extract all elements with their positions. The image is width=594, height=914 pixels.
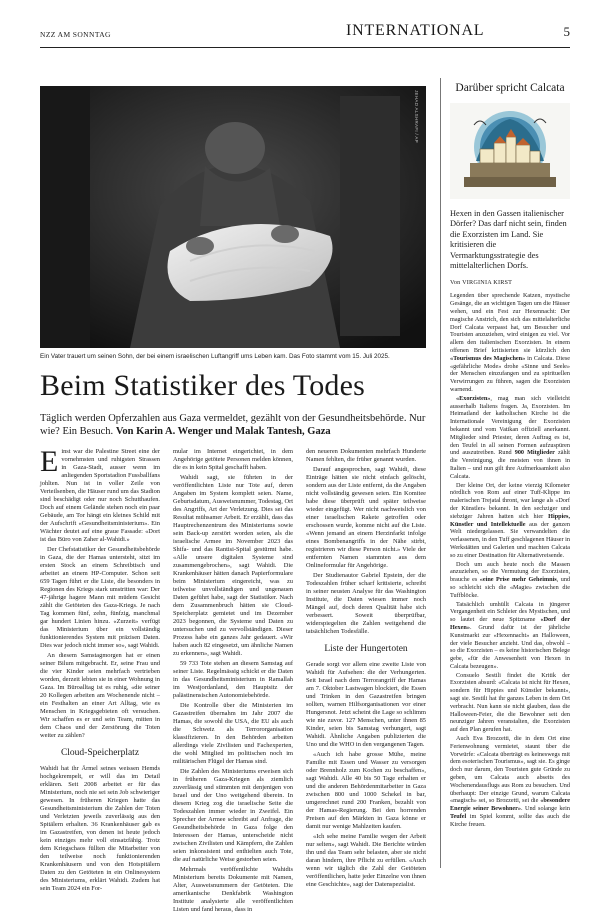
photo-caption: Ein Vater trauert um seinen Sohn, der bei einem israelischen Luftangriff ums Leben kam. Das Foto stammt vom 15. Juli 2025. [40, 353, 390, 360]
paragraph: Der kleine Ort, der keine vierzig Kilometer nördlich von Rom auf einer Tuff-Klippe im malerischen Trejatal thront, war lange als «Dorf der Künstler» bekannt. In den sechziger und siebziger Jahren hatten sich hier Hippies, Künstler und Intellektuelle aus der ganzen Welt niedergelassen. Sie verwandelten die verlassenen, in den Tuff geschlagenen Häuser in Werkstätten und Galerien und machten Calcata so zu einer Destination für Alternativreisende. [450, 481, 571, 559]
calcata-illustration [450, 103, 570, 199]
publication-name: NZZ AM SONNTAG [40, 30, 111, 39]
subheading: Liste der Hungertoten [324, 644, 408, 654]
paragraph: Tatsächlich umhüllt Calcata in jüngerer Vergangenheit ein Schleier des Mystischen, und so lautet der neue Spitzname «Dorf der Hexen». Grund dafür ist der jährliche Kunstmarkt zur «Hexennacht» an Halloween, der viele Besucher anzieht. Und das, obwohl – so die Exorzisten – es keine historischen Belege gebe, «für die Anwesenheit von Hexen in Calcata bezeugen». [450, 600, 570, 670]
sidebar-author: Von VIRGINIA KIRST [450, 279, 513, 287]
paragraph: Doch um auch heute noch die Massen anzuziehen, so die Vermutung der Exorzisten, brauche es «eine Prise mehr Geheimnis, und so schleicht sich die «Magie» zwischen die Tuffblöcke. [450, 560, 571, 599]
sidebar [450, 82, 571, 828]
paragraph: den neueren Dokumenten mehrfach Hunderte Namen fehlten, die früher genannt wurden. [306, 448, 426, 463]
paragraph: «Auch ich habe grosse Mühe, meine Familie mit Essen und Wasser zu versorgen oder Brennholz zum Kochen zu beschaffen», sagt Wahidi. Alle 40 bis 50 Tage erhalten er und die anderen Behördenmitarbeiter in Gaza zwischen 800 und 1000 Schekel in bar, umgerechnet rund 200 Franken, bezahlt von der Hamas-Regierung. Bei den horrenden Preisen auf den Märkten in Gaza könne er damit nur wenige Mahlzeiten kaufen. [306, 751, 426, 830]
paragraph: Auch Eva Brozzetti, die in dem Ort eine Ferienwohnung vermietet, staunt über die Vorwürfe: «Calcata überträgt es keineswegs mit dem esoterischen Tourismus», sagt sie. Es ginge doch nur darum, den Touristen gute Gründe zu geben, um Calcata auch abseits des Wochenendausflugs aus Rom zu besuchen. Und überhaupt: Der einzige Grund, warum Calcata «magisch» sei, so Brozzetti, sei die «besondere Energie seiner Bewohner». Und solange kein Teufel im Spiel kommt, sollte das auch die Kirche freuen. [450, 735, 571, 828]
deck-text: Täglich werden Opferzahlen aus Gaza vermeldet, gezählt von der Gesundheitsbehörde. Nur wie? Ein Besuch. [40, 413, 426, 437]
paragraph: Der Chefstatistiker der Gesundheitsbehörde in Gaza, die der Hamas untersteht, sitzt im ersten Stock an einem Schreibtisch und arbeitet an einem HP-Computer. Schon seit 659 Tagen führt er die Liste, die besonders in Regionen des Kriegs stark umstritten war: Der 47-jährige hagere Mann mit müdem Gesicht zählt die Getöteten des Gaza-Kriegs. Je nach Tag kommen fünf, zehn, fünfzig, manchmal gar hundert Linien hinzu. «Zurzeit» verfügt das Ministerium über ein vollständig funktionierendes System mit präzisen Daten. Dies war jedoch nicht immer so», sagt Wahidi. [40, 546, 160, 649]
sidebar-kicker: Darüber spricht Calcata [455, 82, 565, 94]
paragraph: Die Kontrolle über die Ministerien im Gazastreifen übernahm im Jahr 2007 die Hamas, die sowohl die USA, die EU als auch die Schweiz als Terrororganisation klassifizieren. In den Behörden arbeiten allerdings viele Zivilisten und Fachexperten, die wohl Mitglied im politischen noch im militärischen Flügel der Hamas sind. [173, 702, 293, 765]
section-title: INTERNATIONAL [346, 22, 485, 39]
paragraph: Wahidi sagt, sie führten in der veröffentlichten Liste nur Tote auf, deren Angaben im System komplett seien. Name, Geburtsdatum, Ausweisnummer, Todestag, Ort des Angriffs, Art der Verletzung. Dies sei das Resultat mühsamer Arbeit. Er erzählt, dass das Hauptrechenzentrum des Ministeriums sowie sein Back-up zerstört worden seien, als die israelische Armee im November 2023 das Shifa- und das Rantisi-Spital gestürmt habe. «Alle unsere digitalen Systeme sind zusammengebrochen», sagt Wahidi. Die Krankenhäuser hätten danach Papierformulare beim Ministerium eingereicht, was zu teilweise unvollständigen und ungenauen Daten geführt habe, sagt der Statistiker. Nach dem Zusammenbruch hätten sie Cloud-Speicherplatz gemietet und im Dezember 2023 begonnen, die Systeme und Daten zu untersuchen und zu vervollständigen. Dieser Prozess habe ein ganzes Jahr gedauert. «Wir haben auch 82 eingesetzt, um ähnliche Namen zu erkennen», sagt Wahidi. [173, 474, 293, 657]
sidebar-deck: Hexen in den Gassen italienischer Dörfer? Das darf nicht sein, finden die Exorzisten im Land. Sie kritisieren die Vermarktungsstrategie des mittelalterlichen Dorfs. [450, 209, 567, 271]
paragraph: mular im Internet eingerichtet, in dem Angehörige getötete Personen melden können, die es in kein Spital geschafft haben. [173, 448, 293, 471]
paragraph: 59 733 Tote stehen an diesem Samstag auf seiner Liste. Regelmässig schickt er die Daten in das Gesundheitsministerium in Ramallah im Westjordanland, den Hauptsitz der palästinensischen Autonomiebehörde. [173, 660, 293, 699]
paragraph: Mehrmals veröffentlichte Wahidis Ministerium bereits Dokumente mit Namen, Alter, Ausweisnummern der Getöteten. Die amerikanische Denkfabrik Washington Institute analysierte alle veröffentlichten Listen und fand heraus, dass in [173, 866, 293, 913]
page-header [40, 22, 570, 46]
paragraph: Darauf angesprochen, sagt Wahidi, diese Einträge hätten sie nicht einfach gelöscht, sondern aus der Liste entfernt, da die Angaben nicht vollständig gewesen seien. Ein Komitee habe diese überprüft und später teilweise wieder eingefügt. Wer nicht nachweislich von einer israelischen Rakete getroffen oder erschossen wurde, komme nicht auf die Liste. «Wenn jemand an einem Herzinfarkt infolge eines Bombenangriffs in der Nähe stirbt, registrieren wir diese Person nicht.» Viele der entfernten Namen stammten aus dem Onlineformular für Angehörige. [306, 466, 426, 569]
column-3 [306, 448, 426, 888]
paragraph: Legenden über sprechende Katzen, mystische Gesänge, die an wichtigen Tagen um die Häuser wehen, und ein Fest zur Hexennacht: Der magische Anstrich, den sich das mittelalterliche Dorf Calcata verpasst hat, um Besucher und Touristen anzuziehen, wird einigen zu viel. Vor allem den italienischen Exorzisten. In einem offenen Brief kritisierten sie kürzlich den «Tourismus des Magischen» in Calcata. Diese «gefährliche Mode» drohe «Sinne und Seele» der Menschen einzufangen und zu spirituellen Verwirrungen zu führen, sagen die Exorzisten warnend. [450, 292, 571, 393]
paragraph: Die Zahlen des Ministeriums erweisen sich in früheren Gaza-Kriegen als ziemlich zuverlässig und stimmten mit denjenigen von Israel und der Uno weitgehend überein. In diesem Krieg zog die israelische Seite die Todeszahlen immer wieder in Zweifel. Ein Sprecher der Armee schreibt auf Anfrage, die Gesundheitsbehörde in Gaza folge den Interessen der Hamas, unterscheide nicht zwischen Zivilisten und Kämpfern, die Zahlen seien inkonsistent und enthielten auch Tote, die auf natürliche Weise gestorben seien. [173, 768, 293, 863]
drop-cap: E [40, 445, 59, 478]
paragraph: Gerade sorgt vor allem eine zweite Liste von Wahidi für Aufsehen: die der Verhungerten. Seit Israel nach dem Terrorangriff der Hamas am 7. Oktober Lastwagen blockiert, die Essen und Trinken in den Gazastreifen bringen sollten, warnen Hilfsorganisationen vor einer Hungersnot. Jetzt scheint die Lage so schlimm wie nie zuvor. 127 Menschen, unter ihnen 85 Kinder, seien bis Samstag verhungert, sagt Wahidi. Ähnliche Angaben publizierten die Uno und die WHO in den vergangenen Tagen. [306, 661, 426, 748]
lead-photo [40, 86, 426, 348]
sidebar-body [450, 292, 571, 828]
article-headline: Beim Statistiker des Todes [40, 369, 366, 402]
grieving-father-image [40, 86, 426, 348]
paragraph: «Exorzisten», mag man sich vielleicht ausserhalb Italiens fragen. Ja, Exorzisten. Im Heimatland der katholischen Kirche ist die Internationale Vereinigung der Exorzisten bekannt und vom Vatikan offiziell anerkannt. Mitglieder sind Priester, deren Auftrag es ist, den Teufel in all seinen Formen aufzuspüren und auszutreiben. Rund 900 Mitglieder zählt die Vereinigung, die meisten von ihnen in Italien – und nun gilt ihre Aufmerksamkeit also Calcata. [450, 394, 571, 480]
paragraph: Der Studienautor Gabriel Epstein, der die Todeszahlen früher scharf kritisierte, schreibt in seiner neusten Analyse für das Washington Institute, die Daten wiesen immer noch Mängel auf, doch deren Qualität habe sich verbessert. Soweit überprüfbar, widerspiegelten die Zahlen weitgehend die tatsächlichen Todesfälle. [306, 572, 426, 635]
byline: Von Karin A. Wenger und Malak Tantesh, Gaza [115, 426, 331, 437]
column-2 [173, 448, 293, 913]
column-1 [40, 445, 160, 892]
article-body [40, 445, 426, 913]
paragraph: Wahidi hat ihr Ärmel seines weissen Hemds hochgekrempelt, er will das im Detail erklären. Seit 2008 arbeitet er für das Ministerium, noch nie sei sein Job schwieriger gewesen. In früheren Kriegen hatte das Gesundheitsministerium die Zahlen der Toten und Verletzten jeweils zuverlässig aus den Spitälern erhalten. 36 Krankenhäuser gab es im Gazastreifen, von denen ist heute jedoch kein einziges mehr voll einsatzfähig. Trotz dem Kriegschaos füllten die Mitarbeiter von den teilweise noch funktionierenden Krankenhäusern und von den Hotspitälern Daten zu den Getöteten in ein Onlinesystem des Ministeriums, erklärt Wahidi. Zudem hat sein Team 2024 ein For- [40, 765, 160, 892]
photo-credit: JEHAD ALSHRAFI / AP [414, 90, 419, 143]
page-number: 5 [563, 24, 570, 39]
header-divider [40, 47, 570, 48]
article-deck [40, 412, 426, 438]
village-with-moon-illustration [450, 103, 570, 199]
subheading: Cloud-Speicherplatz [60, 748, 140, 758]
paragraph: «Ich sehe meine Familie wegen der Arbeit nur selten», sagt Wahidi. Die Berichte würden ihn und das Team sehr belasten, aber sie nicht daran hindern, ihre Pflicht zu erfüllen. «Auch wenn wir täglich die Zahl der Getöteten veröffentlichen, hatte jeder Einzelne von ihnen eine Geschichte», sagt der Datenspezialist. [306, 833, 426, 888]
paragraph: Einst war die Palestine Street eine der vornehmsten und ruhigsten Strassen in Gaza-Stadt, ausser wenn im anliegenden Sportstadion Fussballfans johlten. Nun ist in voller Zeile von Verteilsenben, die Häuser rund um das Stadion sind beschädigt oder nur noch Schutthaufen. Doch auf einem Gelände stehen noch ein paar Gebäude, am Tor hängt ein kleines Schild mit der Aufschrift «Gesundheitsministerium». Ein Wächter deutet auf eine graue Fassade: «Dort ist das Büro von Zaher al-Wahidi.» [40, 445, 160, 543]
paragraph: Consuelo Sestili findet die Kritik der Exorzisten absurd: «Calcata ist nicht für Hexen, sondern für Hippies und Künstler bekannt», sagt sie. Sestili hat ihr ganzes Leben in dem Ort verbracht. Nun kann sie nicht glauben, dass die Halloween-Feier, die die Bewohner seit den neunziger Jahren veranstalten, die Exorzisten auf den Plan gerufen hat. [450, 671, 570, 734]
sidebar-divider [440, 78, 441, 868]
paragraph: An diesem Samstagmorgen hat er einen seiner Bilum mitgebracht. Er, seine Frau und die vier Kinder seien mehrfach vertrieben worden, derzeit lebten sie in einer Wohnung in Gaza. Im Büroalltag ist es ruhig, «die seiner 20 Kollegen arbeiten am Wochenende nicht – ein Festhalten an einer Art Alltag, wie es Menschen in Kriegsgebieten oft versuchen. Wir schaffen es er und sein Team, mitten in dem Chaos und der Zerstörung die Toten weiter zu zählen? [40, 652, 160, 739]
